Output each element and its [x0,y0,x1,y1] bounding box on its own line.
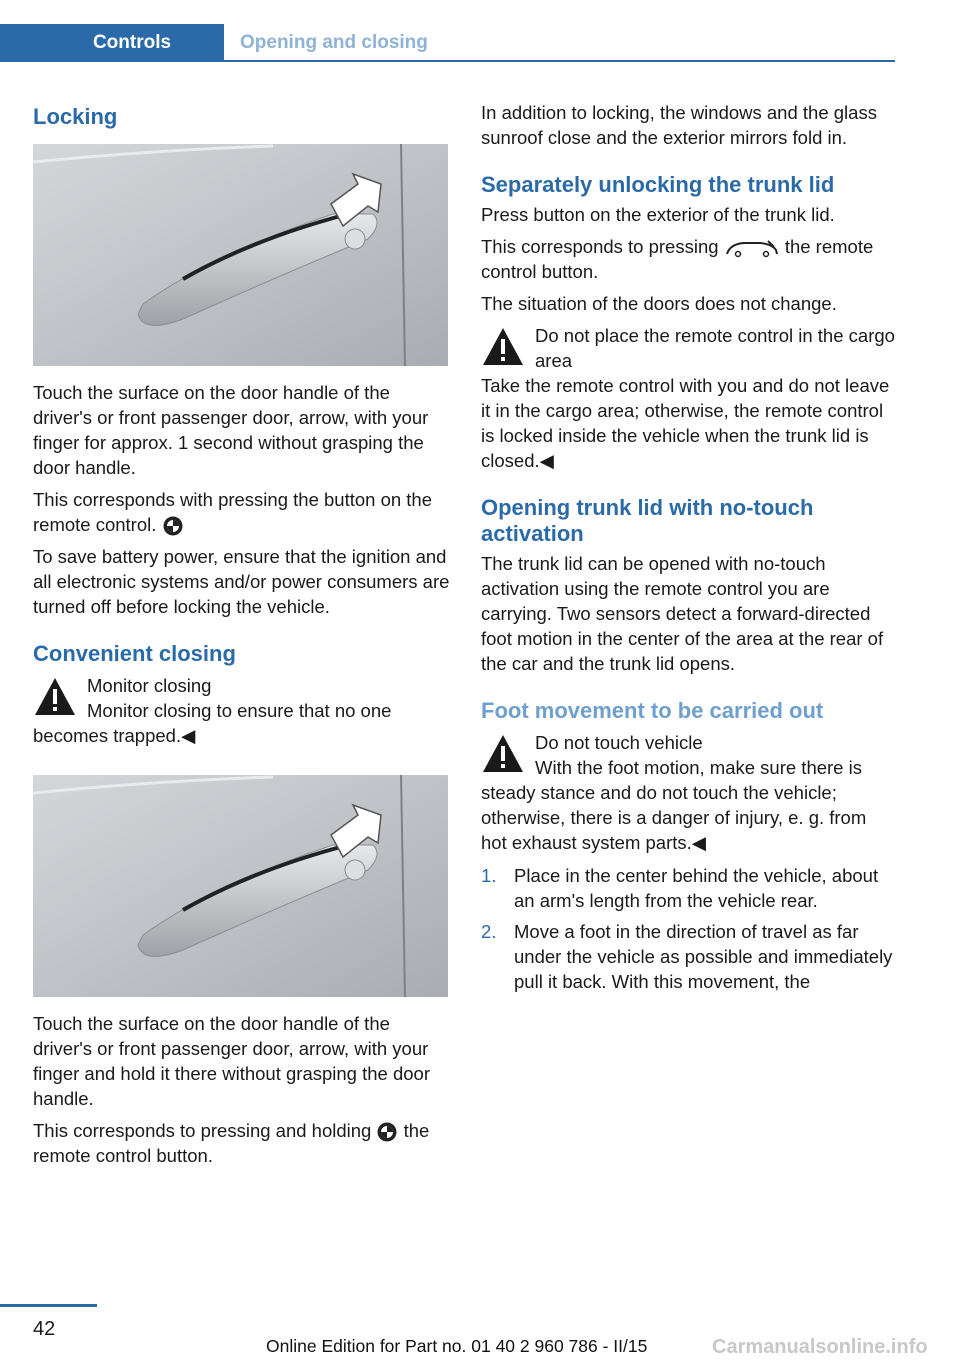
warning-title: Monitor closing [87,675,212,697]
heading-foot-movement: Foot movement to be carried out [481,698,824,723]
footer-rule [0,1304,97,1307]
step-text: Place in the center behind the vehicle, about an arm's length from the vehicle rear. [514,865,879,911]
paragraph: In addition to locking, the windows and the glass sunroof close and the exterior mirrors fold in. [481,102,877,148]
heading-no-touch: Opening trunk lid with no-touch activation [481,495,814,546]
warning-title: Do not touch vehicle [535,732,703,753]
paragraph: The situation of the doors does not change. [481,293,837,314]
paragraph: This corresponds to pressing and holding the remote control button. [33,1120,430,1167]
warning-body: Take the remote control with you and do not leave it in the cargo area; otherwise, the remote control is locked inside the vehicle when the trunk lid is closed.◀ [481,375,890,471]
page-header [0,0,960,62]
left-column [33,100,451,1175]
bmw-lock-icon [162,515,184,537]
paragraph: Touch the surface on the door handle of the driver's or front passenger door, arrow, with your finger for approx. 1 second without grasping the door handle. [33,382,429,478]
chapter-tab[interactable]: Controls [0,24,224,62]
door-handle-photo-1 [33,144,448,366]
warning-body: Monitor closing to ensure that no one becomes trapped.◀ [33,700,392,747]
header-rule [224,60,895,62]
step-number: 1. [481,865,497,886]
heading-convenient-closing: Convenient closing [33,641,236,667]
right-column [481,100,897,1000]
warning-triangle-icon [33,675,77,719]
warning-body: With the foot motion, make sure there is steady stance and do not touch the vehicle; otherwise, there is a danger of injury, e. g. from hot exhaust system parts.◀ [481,757,867,853]
paragraph: To save battery power, ensure that the ignition and all electronic systems and/or power consumers are turned off before locking the vehicle. [33,546,450,618]
warning-triangle-icon [481,732,525,776]
section-tab[interactable]: Opening and closing [240,32,428,53]
paragraph: The trunk lid can be opened with no-touch activation using the remote control you are carrying. Two sensors detect a forward-directed foot motion in the center of the area at the rear of the car and the trunk lid opens. [481,553,884,674]
paragraph: This corresponds to pressing the remote control button. [481,236,874,282]
paragraph: This corresponds with pressing the button on the remote control. [33,487,451,537]
list-item [481,863,897,913]
edition-text: Online Edition for Part no. 01 40 2 960 786 - II/15 [266,1336,648,1356]
warning-title: Do not place the remote control in the cargo area [535,325,895,371]
list-item [481,919,897,994]
warning-box [481,323,897,473]
steps-list [481,863,897,994]
paragraph: Touch the surface on the door handle of the driver's or front passenger door, arrow, with your finger and hold it there without grasping the door handle. [33,1013,430,1110]
bmw-lock-icon [376,1121,398,1143]
step-number: 2. [481,921,497,942]
watermark: Carmanualsonline.info [712,1336,928,1358]
heading-locking: Locking [33,104,118,129]
door-handle-photo-2 [33,775,448,997]
warning-box [33,673,451,748]
heading-trunk-unlock: Separately unlocking the trunk lid [481,172,835,197]
page-number: 42 [33,1318,56,1340]
step-text: Move a foot in the direction of travel as far under the vehicle as possible and immediately pull it back. With this movement, the [514,921,893,992]
warning-triangle-icon [481,325,525,369]
paragraph: Press button on the exterior of the trunk lid. [481,204,835,225]
car-trunk-icon [724,238,780,258]
warning-box [481,730,897,855]
